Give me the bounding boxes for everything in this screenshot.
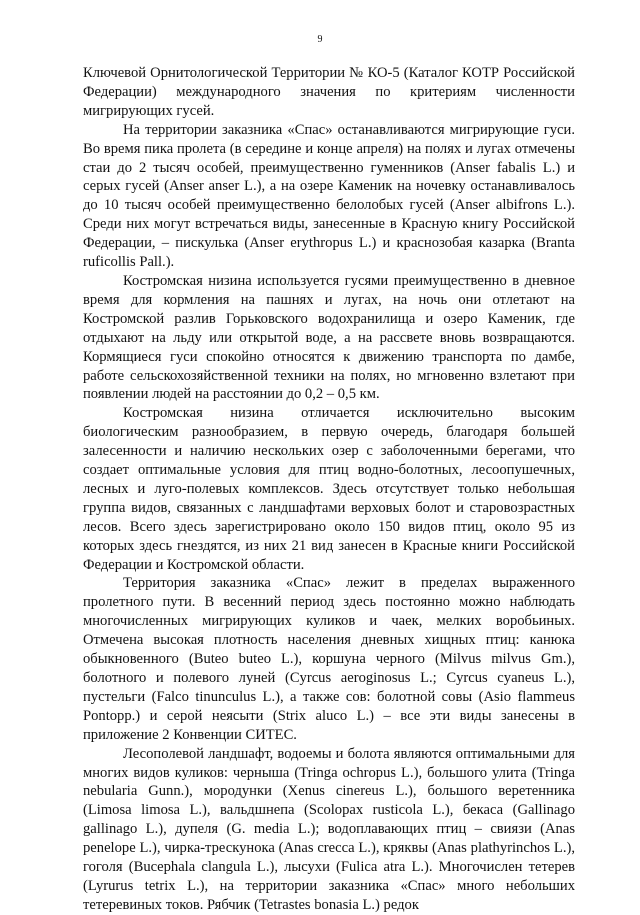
paragraph-continuation: Ключевой Орнитологической Территории № КО-5 (Каталог КОТР Российской Федерации) международного значения по критериям численности мигрирующих гусей.: [83, 65, 575, 119]
paragraph-flyway-raptors: Территория заказника «Спас» лежит в пределах выраженного пролетного пути. В весенний период здесь постоянно можно наблюдать многочисленных мигрирующих куликов и чаек, мелких воробьиных. Отмечена высокая плотность населения дневных хищных птиц: канюка обыкновенного (Buteo buteo L.), коршуна черного (Milvus milvus Gm.), болотного и полевого луней (Cyrcus aeroginosus L.; Cyrcus cyaneus L.), пустельги (Falco tinunculus L.), а также сов: болотной совы (Asio flammeus Pontopp.) и серой неясыти (Strix aluco L.) – все эти виды занесены в приложение 2 Конвенции СИТЕС.: [83, 575, 575, 743]
document-body: [83, 64, 575, 915]
paragraph-biodiversity: Костромская низина отличается исключительно высоким биологическим разнообразием, в первую очередь, благодаря большей залесенности и наличию нескольких озер с заболоченными берегами, что создает оптимальные условия для птиц водно-болотных, лесоопушечных, лесных и луго-полевых комплексов. Здесь отсутствует только небольшая группа видов, связанных с ландшафтами верховых болот и старовозрастных лесов. Всего здесь зарегистрировано около 150 видов птиц, около 95 из которых здесь гнездятся, из них 21 вид занесен в Красные книги Российской Федерации и Костромской области.: [83, 405, 575, 573]
paragraph-waders-waterfowl: Лесополевой ландшафт, водоемы и болота являются оптимальными для многих видов куликов: черныша (Tringa ochropus L.), большого улита (Tringa nebularia Gunn.), мородунки (Xenus cinereus L.), большого веретенника (Limosa limosa L.), вальдшнепа (Scolopax rusticola L.), бекаса (Gallinago gallinago L.), дупеля (G. media L.); водоплавающих птиц – свиязи (Anas penelope L.), чирка-трескунока (Anas crecca L.), кряквы (Anas plathyrinchos L.), гоголя (Bucephala clangula L.), лысухи (Fulica atra L.). Многочислен тетерев (Lyrurus tetrix L.), на территории заказника «Спас» много небольших тетеревиных токов. Рябчик (Tetrastes bonasia L.) редок: [83, 745, 575, 913]
paragraph-migrating-geese: На территории заказника «Спас» останавливаются мигрирующие гуси. Во время пика пролета (в середине и конце апреля) на полях и лугах отмечены стаи до 2 тысяч особей, преимущественно гуменников (Anser fabalis L.) и серых гусей (Anser anser L.), а на озере Каменик на ночевку останавливалось до 10 тысяч особей преимущественно белолобых гусей (Anser albifrons L.). Среди них могут встречаться виды, занесенные в Красную книгу Российской Федерации, – пискулька (Anser erythropus L.) и краснозобая казарка (Branta ruficollis Pall.).: [83, 121, 575, 271]
paragraph-lowland-feeding: Костромская низина используется гусями преимущественно в дневное время для кормления на пашнях и лугах, на ночь они отлетают на Костромской разлив Горьковского водохранилища и озеро Каменик, где отдыхают на льду или открытой воде, а на рассвете вновь возвращаются. Кормящиеся гуси спокойно относятся к движению транспорта по дамбе, работе сельскохозяйственной техники на полях, но мгновенно взлетают при появлении людей на расстоянии до 0,2 – 0,5 км.: [83, 272, 575, 403]
page-number: 9: [317, 34, 323, 45]
